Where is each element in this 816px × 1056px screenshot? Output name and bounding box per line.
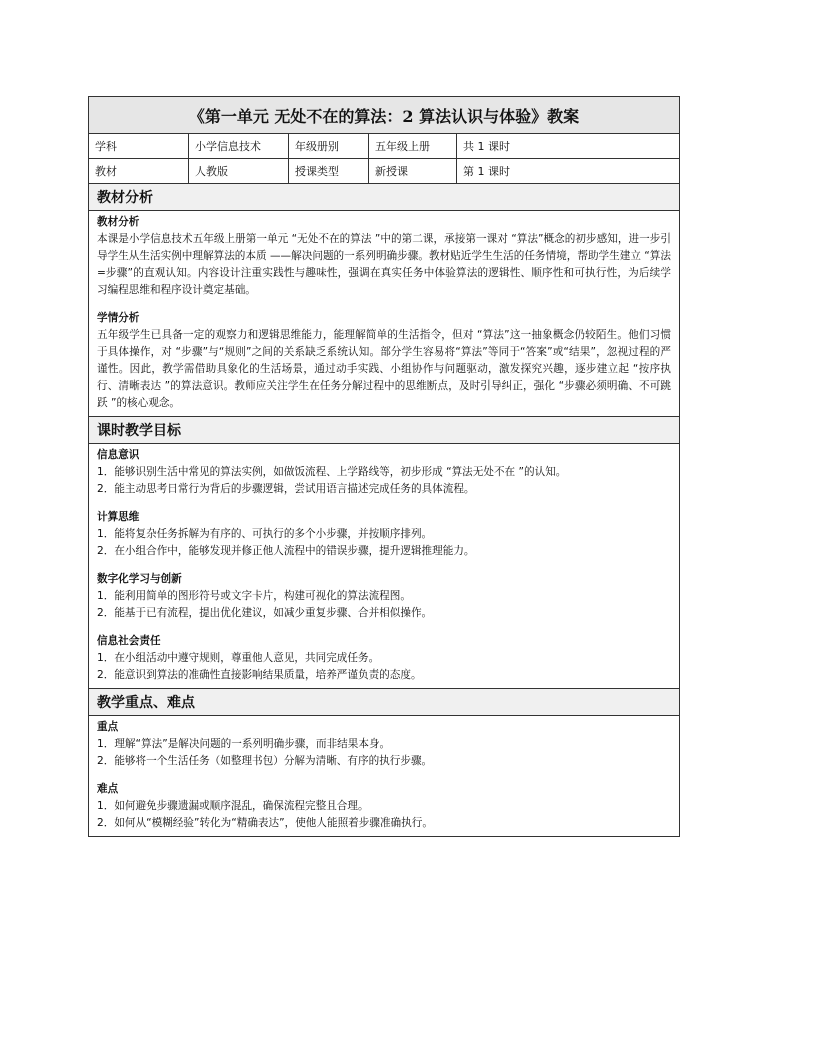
subheading-textbook-analysis: 教材分析 xyxy=(97,216,140,228)
list-item: 1．理解“算法”是解决问题的一系列明确步骤，而非结果本身。 xyxy=(97,738,391,750)
info-cell: 年级册别 xyxy=(289,134,369,158)
info-cell: 新授课 xyxy=(369,159,457,183)
paragraph-student-analysis: 五年级学生已具备一定的观察力和逻辑思维能力，能理解简单的生活指令，但对 “算法”这一抽象概念仍较陌生。他们习惯于具体操作，对 “步骤”与“规则”之间的关系缺乏系统认知。部分学生容易将“算法”等同于“答案”或“结果”，忽视过程的严谨性。因此，教学需借助具象化的生活场景，通过动手实践、小组协作与问题驱动，激发探究兴趣，逐步建立起 “按序执行、清晰表达 ”的算法意识。教师应关注学生在任务分解过程中的思维断点，及时引导纠正，强化 “步骤必须明确、不可跳跃 ”的核心观念。 xyxy=(97,329,671,409)
info-cell: 教材 xyxy=(89,159,189,183)
list-item: 2．能够将一个生活任务（如整理书包）分解为清晰、有序的执行步骤。 xyxy=(97,755,433,767)
section-body-objectives xyxy=(89,444,679,689)
info-cell: 小学信息技术 xyxy=(189,134,289,158)
subheading-social-responsibility: 信息社会责任 xyxy=(97,635,161,647)
section-heading-key-points: 教学重点、难点 xyxy=(89,689,679,716)
list-item: 2．如何从“模糊经验”转化为“精确表达”，使他人能照着步骤准确执行。 xyxy=(97,817,433,829)
list-item: 2．能基于已有流程，提出优化建议，如减少重复步骤、合并相似操作。 xyxy=(97,607,433,619)
info-cell: 人教版 xyxy=(189,159,289,183)
subheading-key-point: 重点 xyxy=(97,721,119,733)
info-cell: 第 1 课时 xyxy=(463,165,510,178)
list-item: 2．能主动思考日常行为背后的步骤逻辑，尝试用语言描述完成任务的具体流程。 xyxy=(97,483,475,495)
section-heading-analysis: 教材分析 xyxy=(89,184,679,211)
list-item: 2．在小组合作中，能够发现并修正他人流程中的错误步骤，提升逻辑推理能力。 xyxy=(97,545,475,557)
subheading-computational-thinking: 计算思维 xyxy=(97,511,140,523)
list-item: 1．能利用简单的图形符号或文字卡片，构建可视化的算法流程图。 xyxy=(97,590,411,602)
list-item: 1．能将复杂任务拆解为有序的、可执行的多个小步骤，并按顺序排列。 xyxy=(97,528,433,540)
list-item: 1．如何避免步骤遗漏或顺序混乱，确保流程完整且合理。 xyxy=(97,800,369,812)
list-item: 1．在小组活动中遵守规则，尊重他人意见，共同完成任务。 xyxy=(97,652,380,664)
section-heading-objectives: 课时教学目标 xyxy=(89,417,679,444)
section-body-key-points xyxy=(89,716,679,836)
info-cell: 学科 xyxy=(89,134,189,158)
paragraph-textbook-analysis: 本课是小学信息技术五年级上册第一单元 “无处不在的算法 ”中的第二课，承接第一课对 “算法”概念的初步感知，进一步引导学生从生活实例中理解算法的本质 ——解决问题的一系列明确步骤。教材贴近学生生活的任务情境，帮助学生建立 “算法=步骤”的直观认知。内容设计注重实践性与趣味性，强调在真实任务中体验算法的逻辑性、顺序性和可执行性，为后续学习编程思维和程序设计奠定基础。 xyxy=(97,233,671,296)
subheading-difficulty: 难点 xyxy=(97,783,119,795)
section-body-analysis xyxy=(89,211,679,417)
info-row-textbook xyxy=(89,159,679,184)
info-cell: 五年级上册 xyxy=(369,134,457,158)
list-item: 1．能够识别生活中常见的算法实例，如做饭流程、上学路线等，初步形成 “算法无处不在 ”的认知。 xyxy=(97,466,567,478)
list-item: 2．能意识到算法的准确性直接影响结果质量，培养严谨负责的态度。 xyxy=(97,669,422,681)
info-row-subject xyxy=(89,134,679,159)
document-title: 《第一单元 无处不在的算法：2 算法认识与体验》教案 xyxy=(89,97,679,134)
subheading-info-awareness: 信息意识 xyxy=(97,449,140,461)
subheading-student-analysis: 学情分析 xyxy=(97,312,140,324)
info-cell: 授课类型 xyxy=(289,159,369,183)
lesson-plan-table xyxy=(88,96,680,837)
info-cell: 共 1 课时 xyxy=(463,140,510,153)
subheading-digital-learning: 数字化学习与创新 xyxy=(97,573,182,585)
